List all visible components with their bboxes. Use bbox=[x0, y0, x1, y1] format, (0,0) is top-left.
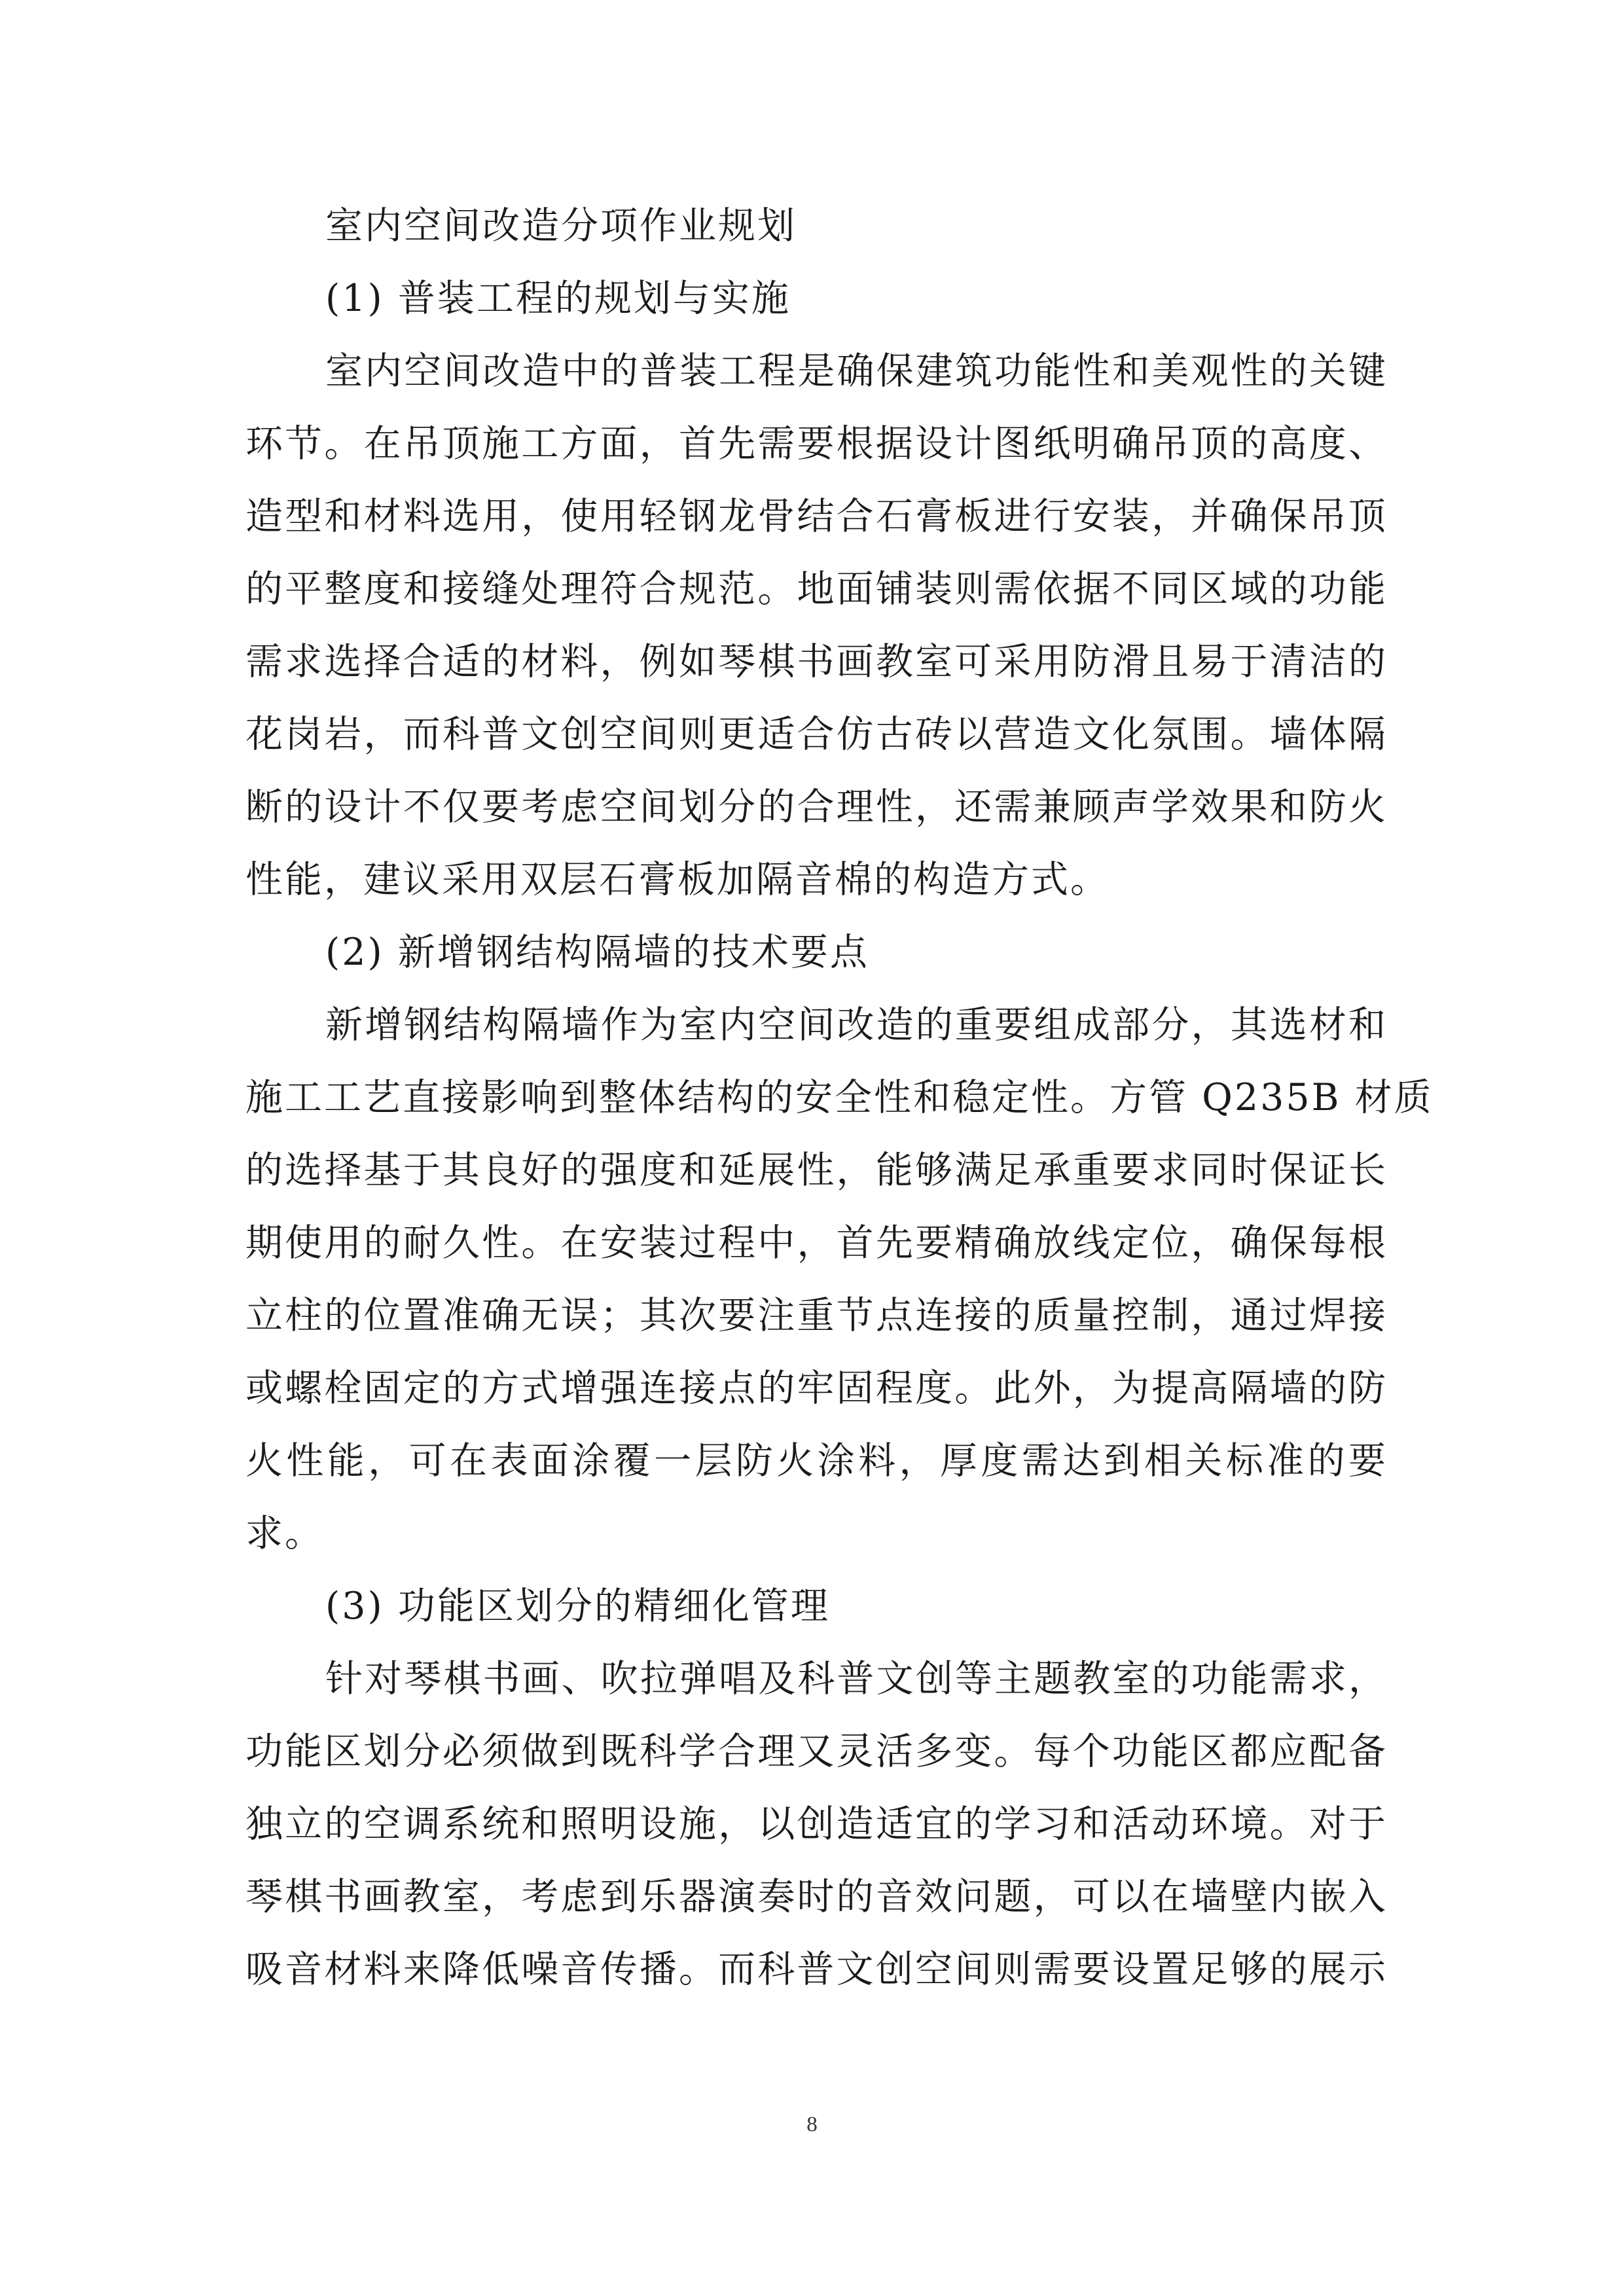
paragraph-line: 或螺栓固定的方式增强连接点的牢固程度。此外，为提高隔墙的防 bbox=[245, 1367, 1388, 1410]
subsection-heading-3: (3) 功能区划分的精细化管理 bbox=[325, 1585, 830, 1628]
paragraph-line: 需求选择合适的材料，例如琴棋书画教室可采用防滑且易于清洁的 bbox=[245, 640, 1388, 683]
paragraph-line: 花岗岩，而科普文创空间则更适合仿古砖以营造文化氛围。墙体隔 bbox=[245, 713, 1388, 756]
paragraph-line: 琴棋书画教室，考虑到乐器演奏时的音效问题，可以在墙壁内嵌入 bbox=[245, 1875, 1388, 1918]
paragraph-line: 的选择基于其良好的强度和延展性，能够满足承重要求同时保证长 bbox=[245, 1149, 1388, 1192]
paragraph-line: 吸音材料来降低噪音传播。而科普文创空间则需要设置足够的展示 bbox=[245, 1948, 1388, 1991]
paragraph-line: 造型和材料选用，使用轻钢龙骨结合石膏板进行安装，并确保吊顶 bbox=[245, 495, 1388, 538]
paragraph-line: 火性能，可在表面涂覆一层防火涂料，厚度需达到相关标准的要 bbox=[245, 1439, 1388, 1482]
paragraph-line: 独立的空调系统和照明设施，以创造适宜的学习和活动环境。对于 bbox=[245, 1803, 1388, 1846]
paragraph-line: 的平整度和接缝处理符合规范。地面铺装则需依据不同区域的功能 bbox=[245, 567, 1388, 611]
paragraph-line: 施工工艺直接影响到整体结构的安全性和稳定性。方管 Q235B 材质 bbox=[245, 1076, 1434, 1119]
subsection-heading-1: (1) 普装工程的规划与实施 bbox=[325, 277, 791, 320]
page-number: 8 bbox=[806, 2113, 818, 2136]
paragraph-line: 针对琴棋书画、吹拉弹唱及科普文创等主题教室的功能需求， bbox=[325, 1657, 1388, 1700]
subsection-heading-2: (2) 新增钢结构隔墙的技术要点 bbox=[325, 931, 869, 974]
paragraph-line: 立柱的位置准确无误；其次要注重节点连接的质量控制，通过焊接 bbox=[245, 1294, 1388, 1337]
document-body bbox=[245, 190, 1434, 2006]
paragraph-line: 新增钢结构隔墙作为室内空间改造的重要组成部分，其选材和 bbox=[325, 1003, 1388, 1047]
paragraph-line: 断的设计不仅要考虑空间划分的合理性，还需兼顾声学效果和防火 bbox=[245, 785, 1388, 829]
paragraph-line: 求。 bbox=[245, 1512, 324, 1555]
paragraph-line: 性能，建议采用双层石膏板加隔音棉的构造方式。 bbox=[245, 858, 1110, 901]
paragraph-line: 室内空间改造中的普装工程是确保建筑功能性和美观性的关键 bbox=[325, 350, 1388, 393]
paragraph-line: 功能区划分必须做到既科学合理又灵活多变。每个功能区都应配备 bbox=[245, 1730, 1388, 1773]
section-title: 室内空间改造分项作业规划 bbox=[325, 204, 797, 247]
paragraph-line: 期使用的耐久性。在安装过程中，首先要精确放线定位，确保每根 bbox=[245, 1221, 1388, 1265]
paragraph-line: 环节。在吊顶施工方面，首先需要根据设计图纸明确吊顶的高度、 bbox=[245, 422, 1388, 465]
